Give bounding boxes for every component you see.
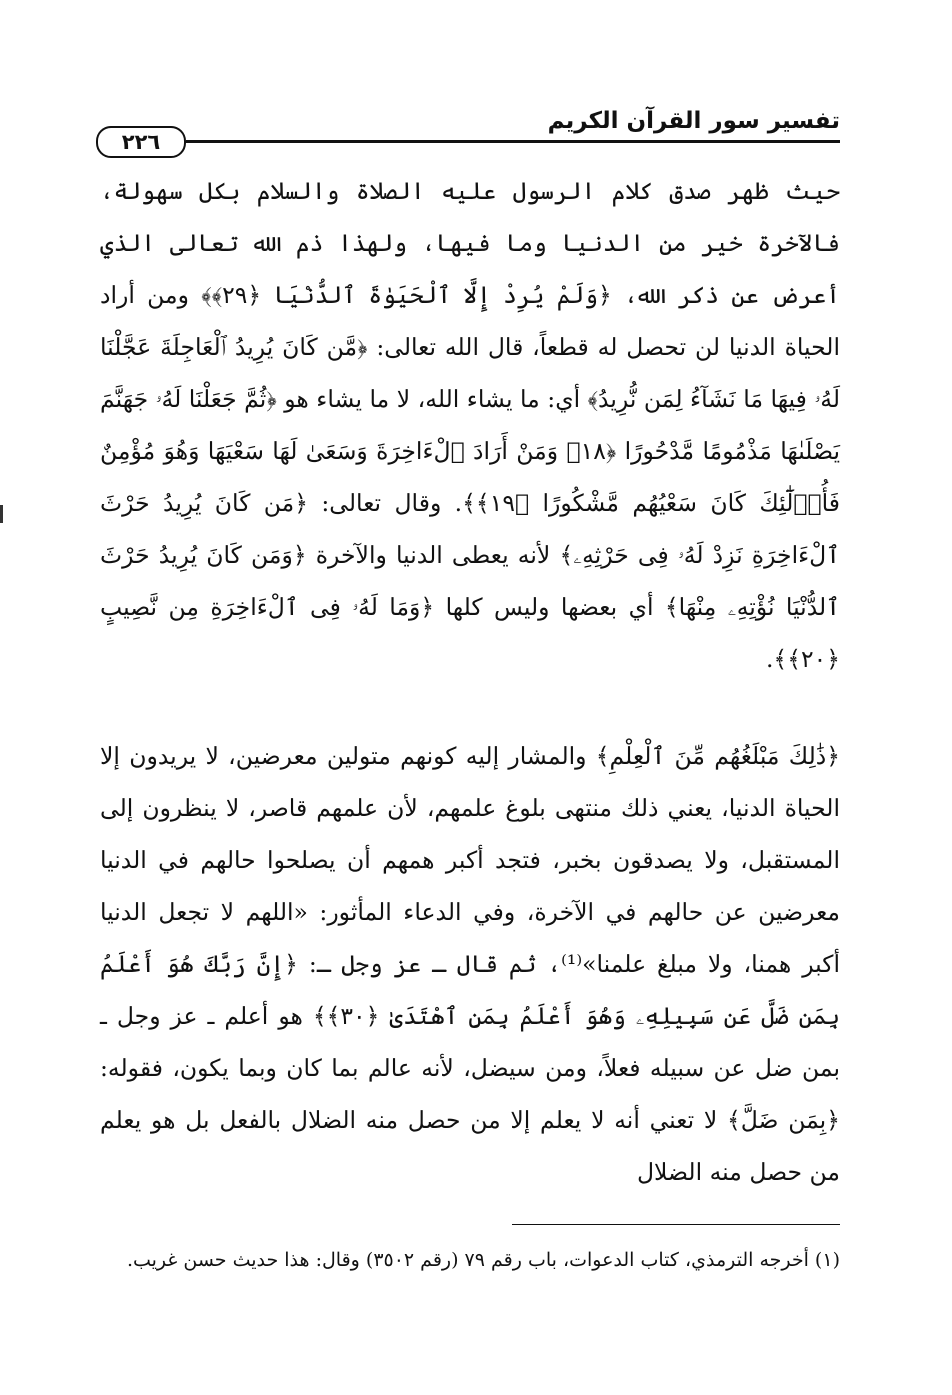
margin-mark	[0, 505, 3, 523]
book-title: تفسير سور القرآن الكريم	[547, 108, 840, 134]
page-number: ٢٢٦	[96, 126, 186, 158]
main-text	[100, 165, 840, 1198]
footnote-rule	[512, 1224, 840, 1225]
paragraph-2: ﴿ذَٰلِكَ مَبْلَغُهُم مِّنَ ٱلْعِلْمِ﴾ والمشار إليه كونهم متولين معرضين، لا يريدون إلا الحياة الدنيا، يعني ذلك منتهى بلوغ علمهم، لأن علمهم قاصر، لا ينظرون إلى المستقبل، ولا يصدقون بخبر، فتجد أكبر همهم أن يصلحوا حالهم في الدنيا معرضين عن حالهم في الآخرة، وفي الدعاء المأثور: «اللهم لا تجعل الدنيا أكبر همنا، ولا مبلغ علمنا»⁽¹⁾، ثم قال ـ عز وجل ـ: ﴿إِنَّ رَبَّكَ هُوَ أَعْلَمُ بِمَن ضَلَّ عَن سَبِيلِهِۦ وَهُوَ أَعْلَمُ بِمَنِ ٱهْتَدَىٰ ﴿٣٠﴾﴾ هو أعلم ـ عز وجل ـ بمن ضل عن سبيله فعلاً، ومن سيضل، لأنه عالم بما كان وبما يكون، فقوله: ﴿بِمَن ضَلَّ﴾ لا تعني أنه لا يعلم إلا من حصل منه الضلال بالفعل بل هو يعلم من حصل منه الضلال	[100, 742, 840, 1186]
page-header	[90, 100, 840, 152]
header-rule	[186, 140, 840, 143]
paragraph-1: حيث ظهر صدق كلام الرسول عليه الصلاة والسلام بكل سهولة، فالآخرة خير من الدنيا وما فيها، ولهذا ذم الله تعالى الذي أعرض عن ذكر الله، ﴿وَلَمْ يُرِدْ إِلَّا ٱلْحَيَوٰةَ ٱلدُّنْيَا ﴿٢٩﴾﴾ ومن أراد الحياة الدنيا لن تحصل له قطعاً، قال الله تعالى: ﴿مَّن كَانَ يُرِيدُ ٱلْعَاجِلَةَ عَجَّلْنَا لَهُۥ فِيهَا مَا نَشَآءُ لِمَن نُّرِيدُ﴾ أي: ما يشاء الله، لا ما يشاء هو ﴿ثُمَّ جَعَلْنَا لَهُۥ جَهَنَّمَ يَصْلَىٰهَا مَذْمُومًا مَّدْحُورًا ﴿١٨﴾ وَمَنْ أَرَادَ ٱلْءَاخِرَةَ وَسَعَىٰ لَهَا سَعْيَهَا وَهُوَ مُؤْمِنٌ فَأُو۟لَٰٓئِكَ كَانَ سَعْيُهُم مَّشْكُورًا ﴿١٩﴾﴾. وقال تعالى: ﴿مَن كَانَ يُرِيدُ حَرْثَ ٱلْءَاخِرَةِ نَزِدْ لَهُۥ فِى حَرْثِهِۦ﴾ لأنه يعطى الدنيا والآخرة ﴿وَمَن كَانَ يُرِيدُ حَرْثَ ٱلدُّنْيَا نُؤْتِهِۦ مِنْهَا﴾ أي بعضها وليس كلها ﴿وَمَا لَهُۥ فِى ٱلْءَاخِرَةِ مِن نَّصِيبٍ ﴿٢٠﴾﴾.	[100, 177, 840, 673]
footnote: (١) أخرجه الترمذي، كتاب الدعوات، باب رقم ٧٩ (رقم ٣٥٠٢) وقال: هذا حديث حسن غريب.	[126, 1249, 840, 1271]
